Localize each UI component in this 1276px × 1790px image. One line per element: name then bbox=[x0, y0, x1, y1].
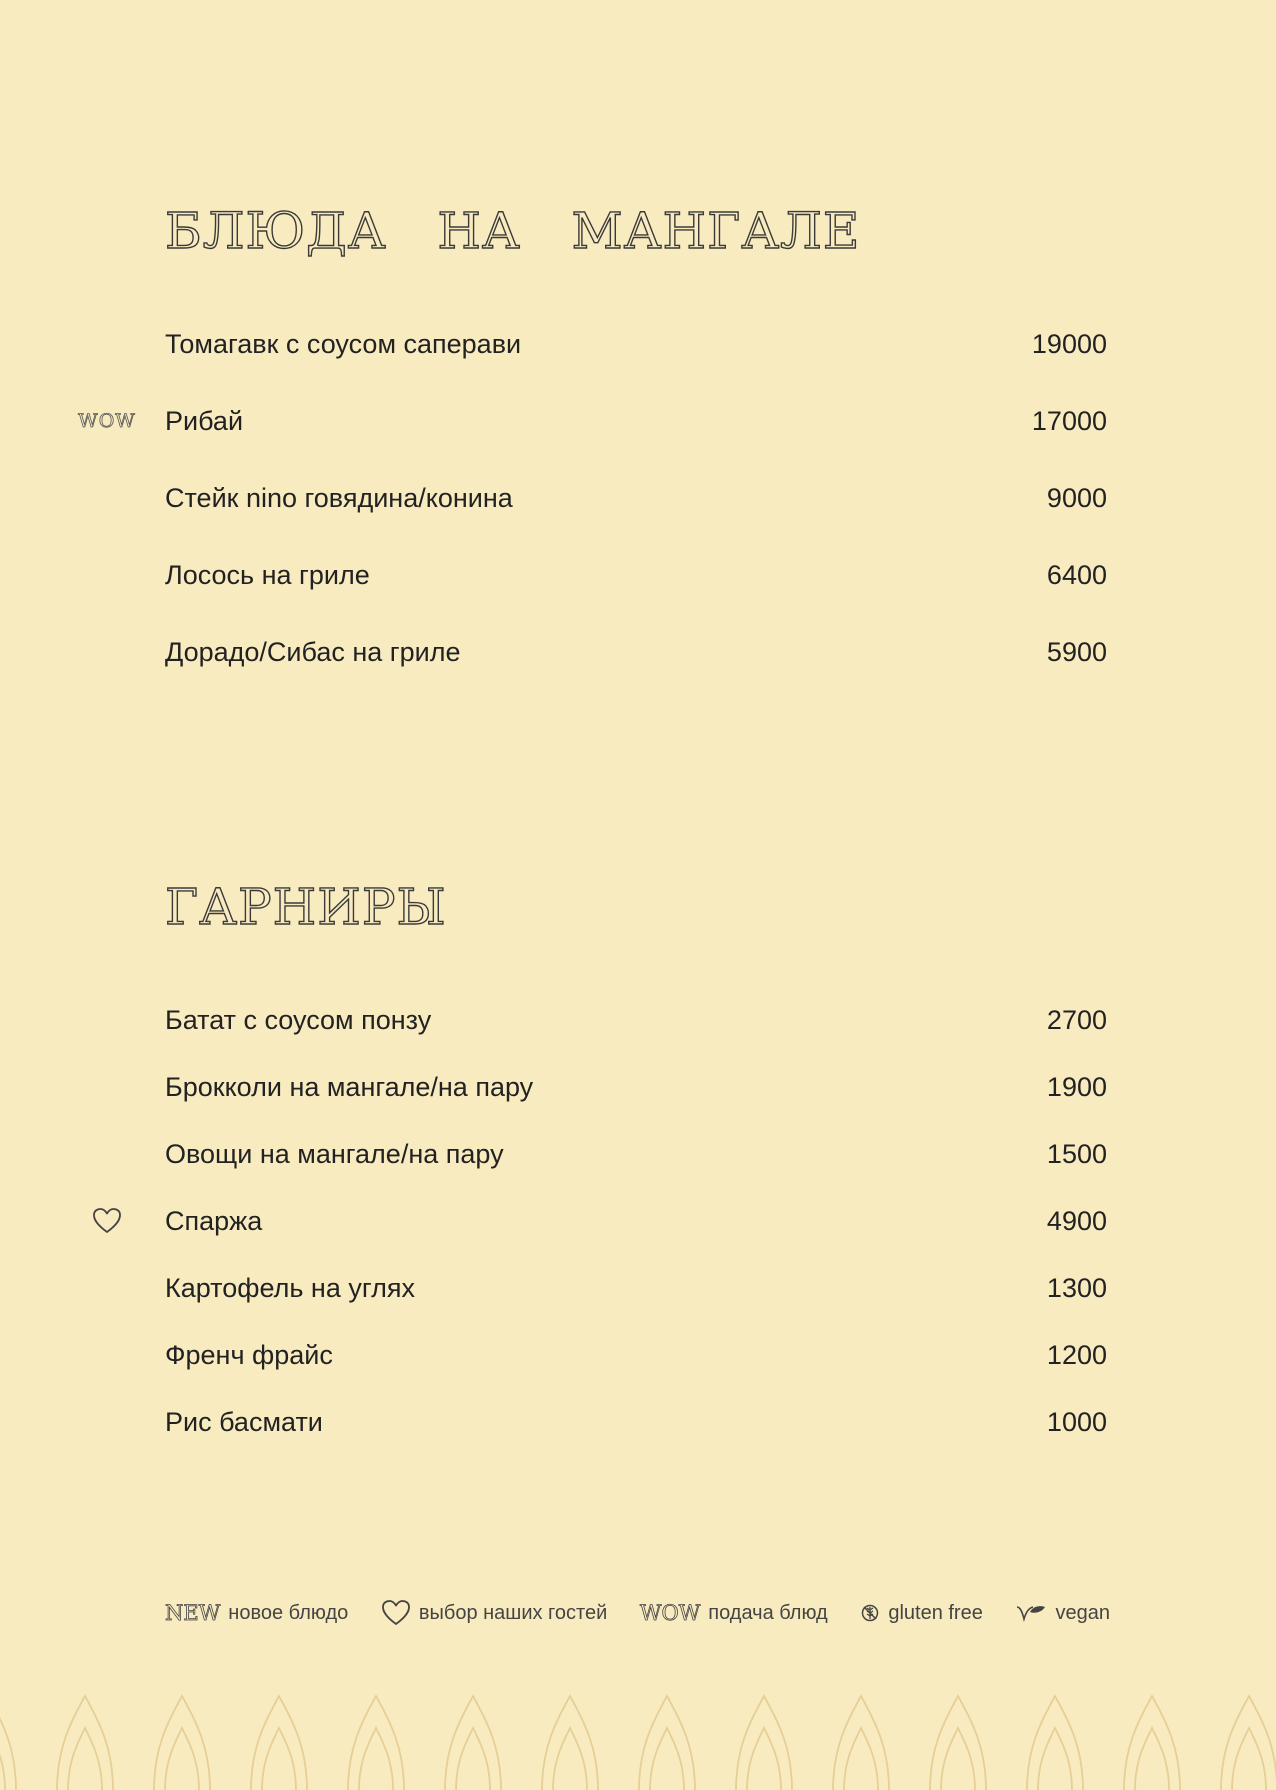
menu-item-name: Спаржа bbox=[165, 1205, 263, 1236]
arch-ornament bbox=[1124, 1696, 1180, 1790]
menu-item-row bbox=[165, 555, 1107, 595]
menu-item-price: 2700 bbox=[1046, 1004, 1107, 1035]
menu-item-price: 1500 bbox=[1046, 1138, 1107, 1169]
arch-ornament-inner bbox=[262, 1728, 296, 1790]
arch-ornament bbox=[57, 1696, 113, 1790]
legend-wow bbox=[640, 1601, 828, 1625]
menu-item-row bbox=[165, 1067, 1107, 1107]
menu-item-row bbox=[165, 324, 1107, 364]
arch-ornament-inner bbox=[747, 1728, 781, 1790]
menu-item-name: Рис басмати bbox=[165, 1406, 323, 1437]
menu-item-row bbox=[165, 478, 1107, 518]
menu-item-row bbox=[165, 1335, 1107, 1375]
wow-marker bbox=[62, 401, 152, 441]
menu-item-price: 1000 bbox=[1046, 1406, 1107, 1437]
heart-icon bbox=[92, 1207, 122, 1235]
arch-ornament bbox=[154, 1696, 210, 1790]
menu-item-row bbox=[165, 1134, 1107, 1174]
menu-item-price: 19000 bbox=[1031, 328, 1107, 359]
arch-ornament bbox=[1027, 1696, 1083, 1790]
leaf-icon bbox=[1015, 1603, 1047, 1623]
guests-choice-marker bbox=[62, 1201, 152, 1241]
arch-ornament bbox=[1221, 1696, 1276, 1790]
menu-item-name: Дорадо/Сибас на гриле bbox=[165, 636, 461, 667]
decorative-arch-border bbox=[0, 1692, 1276, 1790]
menu-item-name: Овощи на мангале/на пару bbox=[165, 1138, 504, 1169]
menu-item-name: Томагавк с соусом саперави bbox=[165, 328, 522, 359]
menu-item-price: 6400 bbox=[1046, 559, 1107, 590]
menu-item-price: 1200 bbox=[1046, 1339, 1107, 1370]
legend-guests-label: выбор наших гостей bbox=[418, 1601, 608, 1624]
arch-ornament-inner bbox=[844, 1728, 878, 1790]
arch-ornament-inner bbox=[456, 1728, 490, 1790]
arch-ornament bbox=[445, 1696, 501, 1790]
menu-item-name: Рибай bbox=[165, 405, 244, 436]
wow-marker-text: WOW bbox=[78, 410, 136, 432]
arch-ornament bbox=[542, 1696, 598, 1790]
arch-ornament-inner bbox=[650, 1728, 684, 1790]
arch-ornament bbox=[639, 1696, 695, 1790]
legend-wow-label: подача блюд bbox=[708, 1601, 828, 1624]
section-title-sides: ГАРНИРЫ bbox=[165, 878, 447, 936]
menu-item-name: Картофель на углях bbox=[165, 1272, 415, 1303]
arch-ornament-inner bbox=[68, 1728, 102, 1790]
legend-gluten-label: gluten free bbox=[888, 1601, 983, 1624]
arch-ornament bbox=[736, 1696, 792, 1790]
arch-ornament bbox=[930, 1696, 986, 1790]
legend bbox=[165, 1595, 1110, 1631]
wheat-crossed-icon bbox=[860, 1602, 880, 1624]
menu-item-price: 17000 bbox=[1031, 405, 1107, 436]
arch-ornament bbox=[348, 1696, 404, 1790]
menu-item-name: Стейк nino говядина/конина bbox=[165, 482, 513, 513]
menu-item-row bbox=[165, 1268, 1107, 1308]
legend-new bbox=[165, 1601, 348, 1625]
section-title-grill: БЛЮДА НА МАНГАЛЕ bbox=[165, 202, 861, 260]
menu-item-row bbox=[165, 1402, 1107, 1442]
heart-icon bbox=[381, 1599, 411, 1627]
menu-item-row bbox=[165, 1201, 1107, 1241]
menu-item-price: 9000 bbox=[1046, 482, 1107, 513]
legend-gluten-free bbox=[860, 1602, 983, 1625]
legend-vegan-label: vegan bbox=[1055, 1601, 1110, 1624]
legend-new-label: новое блюдо bbox=[228, 1601, 349, 1624]
menu-item-price: 4900 bbox=[1046, 1205, 1107, 1236]
menu-item-price: 1300 bbox=[1046, 1272, 1107, 1303]
arch-ornament-inner bbox=[359, 1728, 393, 1790]
arch-ornament-inner bbox=[1135, 1728, 1169, 1790]
legend-vegan bbox=[1015, 1602, 1110, 1625]
legend-guests-choice bbox=[381, 1599, 607, 1627]
menu-item-name: Френч фрайс bbox=[165, 1339, 333, 1370]
arch-ornament-inner bbox=[0, 1728, 5, 1790]
menu-item-row bbox=[165, 401, 1107, 441]
menu-item-name: Лосось на гриле bbox=[165, 559, 370, 590]
arch-ornament bbox=[251, 1696, 307, 1790]
menu-item-row bbox=[165, 1000, 1107, 1040]
wow-mark: WOW bbox=[639, 1601, 701, 1625]
menu-item-name: Брокколи на мангале/на пару bbox=[165, 1071, 534, 1102]
arch-ornament-inner bbox=[1038, 1728, 1072, 1790]
arch-ornament-inner bbox=[553, 1728, 587, 1790]
arch-ornament bbox=[833, 1696, 889, 1790]
arch-ornament-inner bbox=[165, 1728, 199, 1790]
arch-ornament-inner bbox=[941, 1728, 975, 1790]
menu-item-name: Батат с соусом понзу bbox=[165, 1004, 432, 1035]
arch-ornament-inner bbox=[1232, 1728, 1266, 1790]
arch-ornament bbox=[0, 1696, 16, 1790]
menu-item-price: 5900 bbox=[1046, 636, 1107, 667]
new-mark: NEW bbox=[165, 1601, 221, 1625]
menu-item-price: 1900 bbox=[1046, 1071, 1107, 1102]
menu-item-row bbox=[165, 632, 1107, 672]
